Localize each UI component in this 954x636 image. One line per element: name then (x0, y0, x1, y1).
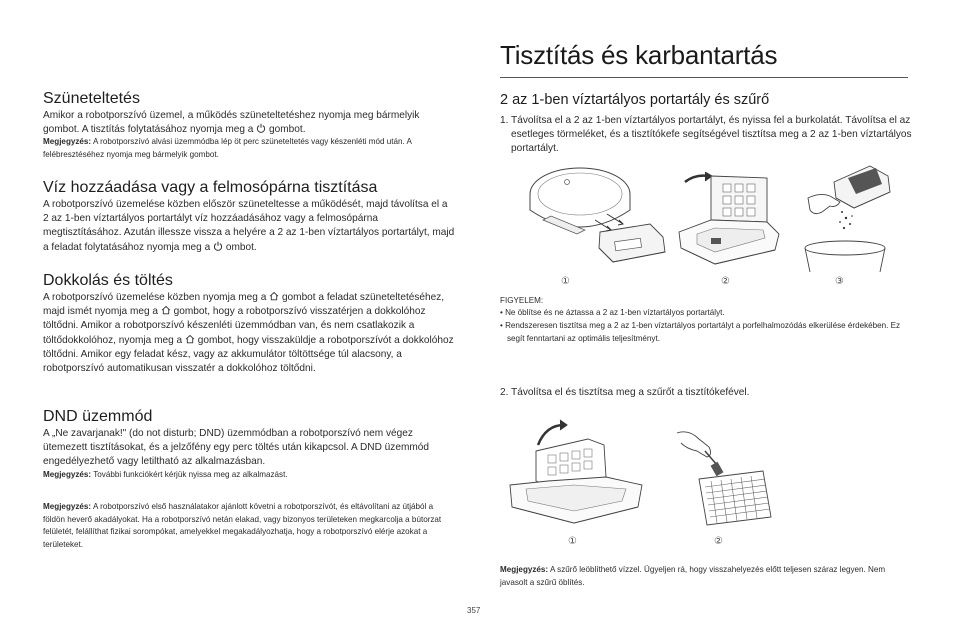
figure-2-label-2: ② (714, 536, 723, 547)
pause-heading: Szüneteltetés (43, 90, 140, 107)
warning-title: FIGYELEM: (500, 296, 544, 305)
home-icon (161, 305, 171, 315)
figure-remove-filter (508, 415, 648, 530)
figure-clean-filter-brush (675, 425, 775, 530)
figure-1-label-1: ① (561, 276, 570, 287)
figure-open-tank-lid (675, 172, 785, 272)
power-icon (256, 123, 266, 133)
page-number: 357 (467, 606, 481, 615)
water-body: A robotporszívó üzemelése közben először szüneteltesse a működését, majd távolítsa el a 2 az 1-ben víztartályos portartályt víz hozzáadásához vagy a felmosópárna megtisztításához. Azután illessze vissza a helyére a 2 az 1-ben víztartályos portartályt, majd a feladat folytatásához nyomja meg a ombot. (43, 199, 455, 253)
home-icon (269, 291, 279, 301)
power-icon (213, 241, 223, 251)
page-title: Tisztítás és karbantartás (500, 40, 778, 70)
dnd-heading: DND üzemmód (43, 408, 153, 425)
usage-note: Megjegyzés: A robotporszívó első használatakor ajánlott követni a robotporszívót, és eltávolítani az útjából a földön heverő akadályokat. Ha a robotporszívó netán elakad, vagy bizonyos területeken megkarcolja a bútorzat felületét, felállíthat fizikai sorompókat, amelyekkel megakadályozhatja, hogy a robotporszívó elérje azokat a területeket. (43, 502, 442, 549)
warning-item: • Rendszeresen tisztítsa meg a 2 az 1-ben víztartályos portartályt a porfelhalmozódás elkerülése érdekében. Ez segít fenntartani az optimális teljesítményt. (500, 321, 901, 343)
warning-item: • Ne öblítse és ne áztassa a 2 az 1-ben víztartályos portartályt. (500, 308, 725, 317)
figure-1-label-3: ③ (835, 276, 844, 287)
dnd-note: Megjegyzés: További funkciókért kérjük nyissa meg az alkalmazást. (43, 470, 288, 479)
water-heading: Víz hozzáadása vagy a felmosópárna tisztítása (43, 179, 378, 196)
step-2-text: 2. Távolítsa el és tisztítsa meg a szűrőt a tisztítókefével. (500, 387, 750, 398)
filter-rinse-note: Megjegyzés: A szűrő leöblíthető vízzel. Ügyeljen rá, hogy visszahelyezés előtt teljesen száraz legyen. Nem javasolt a szűrű öblítés. (500, 565, 886, 587)
dock-body: A robotporszívó üzemelése közben nyomja meg a gombot a feladat szüneteltetéséhez, majd ismét nyomja meg a gombot, hogy a robotporszívó visszatérjen a dokkolóhoz töltődni. Amikor a robotporszívó készenléti üzemmódban van, és nem csatlakozik a töltődokkolóhoz, nyomja meg a gombot, hogy visszaküldje a robotporszívót a dokkolóhoz töltődni. Amikor egy feladat kész, vagy az akkumulátor töltöttsége túl alacsony, a robotporszívó automatikusan visszatér a dokkolóhoz töltődni. (43, 292, 454, 375)
tank-filter-heading: 2 az 1-ben víztartályos portartály és szűrő (500, 92, 770, 108)
pause-note: Megjegyzés: A robotporszívó alvási üzemmódba lép öt perc szüneteltetés vagy készenléti mód után. A felébresztéséhez nyomja meg bármelyik gombot. (43, 137, 412, 159)
pause-body: Amikor a robotporszívó üzemel, a működés szüneteltetéshez nyomja meg bármelyik gombot. A tisztítás folytatásához nyomja meg a gombot. (43, 110, 420, 136)
figure-empty-debris (800, 162, 900, 272)
home-icon (185, 334, 195, 344)
dnd-body: A „Ne zavarjanak!" (do not disturb; DND) üzemmódban a robotporszívó nem végez ütemezett tisztításokat, és a jelzőfény egy perc töltés után kikapcsol. A DND üzemmód engedélyezhető vagy letiltható az alkalmazásban. (43, 428, 429, 468)
title-rule (500, 77, 908, 78)
dock-heading: Dokkolás és töltés (43, 272, 173, 289)
figure-robot-remove-tank (515, 162, 675, 272)
figure-2-label-1: ① (568, 536, 577, 547)
step-1-text: 1. Távolítsa el a 2 az 1-ben víztartályos portartályt, és nyissa fel a burkolatát. Távolítsa el az esetleges törmeléket, és a tisztítókefe segítségével tisztítsa meg a 2 az 1-ben víztartályos portartályt. (500, 115, 912, 155)
figure-1-label-2: ② (721, 276, 730, 287)
